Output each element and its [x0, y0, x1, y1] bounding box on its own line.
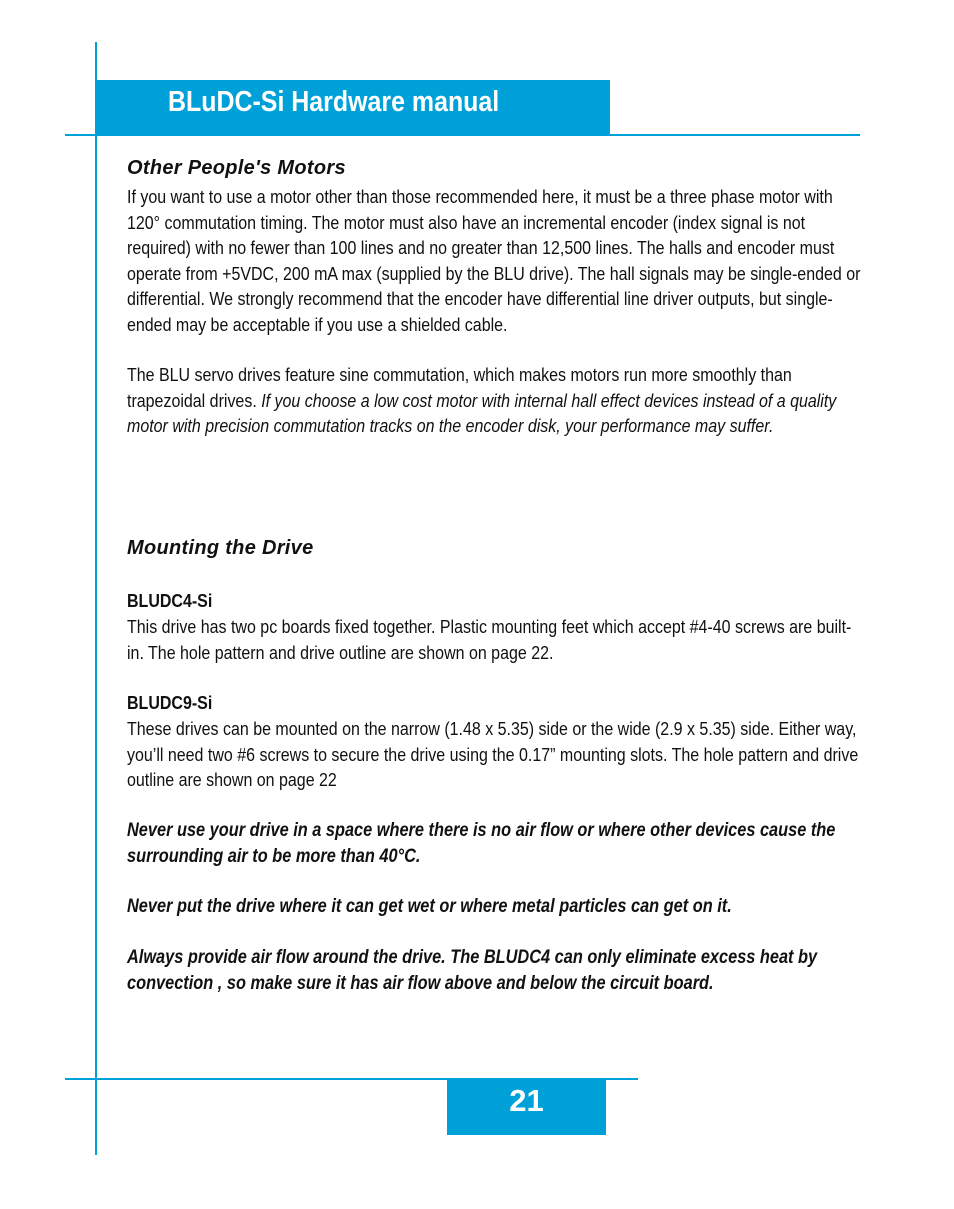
- motors-paragraph-2-italic: If you choose a low cost motor with internal hall effect devices instead of a quality motor with precision commutation tracks on the encoder disk, your performance may suffer.: [127, 389, 837, 436]
- bludc9-heading: BLUDC9-Si: [127, 692, 213, 713]
- warning-convection: Always provide air flow around the drive. The BLUDC4 can only eliminate excess heat by convection , so make sure it has air flow above and below the circuit board.: [127, 947, 818, 994]
- header-rule: [65, 134, 860, 136]
- section-title-motors: Other People's Motors: [127, 157, 346, 179]
- left-margin-rule: [95, 42, 97, 1155]
- page-number: 21: [509, 1083, 544, 1118]
- manual-title: BLuDC-Si Hardware manual: [168, 86, 500, 118]
- motors-paragraph-1: If you want to use a motor other than those recommended here, it must be a three phase motor with 120° commutation timing. The motor must also have an incremental encoder (index signal is not required) with no fewer than 100 lines and no greater than 12,500 lines. The halls and encoder must operate from +5VDC, 200 mA max (supplied by the BLU drive). The hall signals may be single-ended or differential. We strongly recommend that the encoder have differential line driver outputs, but single-ended may be acceptable if you use a shielded cable.: [127, 186, 861, 335]
- bludc9-paragraph: These drives can be mounted on the narrow (1.48 x 5.35) side or the wide (2.9 x 5.35) side. Either way, you’ll need two #6 screws to secure the drive using the 0.17” mounting slots. The hole pattern and drive outline are shown on page 22: [127, 718, 859, 790]
- section-title-mounting: Mounting the Drive: [127, 537, 314, 559]
- warning-airflow-temperature: Never use your drive in a space where there is no air flow or where other devices cause the surrounding air to be more than 40°C.: [127, 820, 836, 867]
- motors-paragraph-2: [127, 362, 867, 439]
- motors-paragraph-2-text: The BLU servo drives feature sine commutation, which makes motors run more smoothly than trapezoidal drives.: [127, 364, 792, 411]
- bludc4-paragraph: This drive has two pc boards fixed together. Plastic mounting feet which accept #4-40 screws are built-in. The hole pattern and drive outline are shown on page 22.: [127, 616, 852, 663]
- warning-wet-metal: Never put the drive where it can get wet or where metal particles can get on it.: [127, 896, 732, 917]
- bludc4-heading: BLUDC4-Si: [127, 590, 213, 611]
